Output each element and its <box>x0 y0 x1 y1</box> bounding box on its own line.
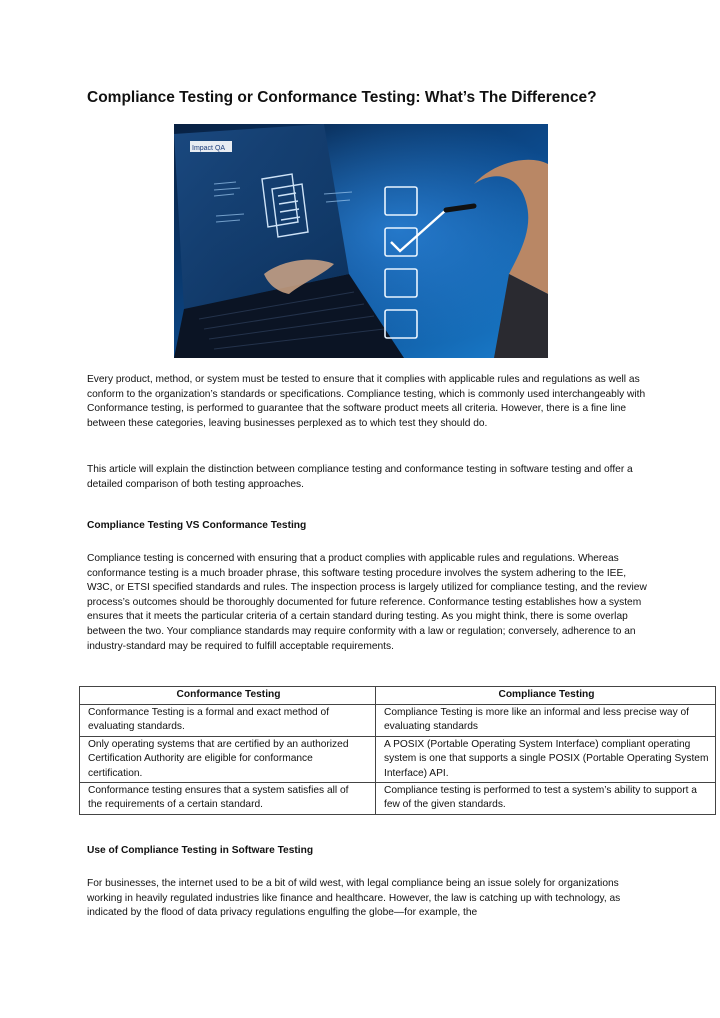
article-title: Compliance Testing or Conformance Testing: What’s The Difference? <box>87 89 597 106</box>
overview-paragraph: This article will explain the distinction between compliance testing and conformance testing in software testing and offer a detailed comparison of both testing approaches. <box>87 464 633 490</box>
table-header-row <box>80 687 716 705</box>
table-header-conformance: Conformance Testing <box>80 687 376 705</box>
table-cell: Conformance Testing is a formal and exact method of evaluating standards. <box>80 705 376 737</box>
table-row <box>80 705 716 737</box>
laptop-checklist-illustration <box>174 124 548 358</box>
table-header-compliance: Compliance Testing <box>376 687 716 705</box>
section-heading-use-of-compliance-testing: Use of Compliance Testing in Software Testing <box>87 845 314 856</box>
section-heading-compliance-vs-conformance: Compliance Testing VS Conformance Testing <box>87 520 307 531</box>
intro-paragraph: Every product, method, or system must be tested to ensure that it complies with applicable rules and regulations as well as conform to the organization’s standards or specifications. Compliance testing, which is commonly used interchangeably with Conformance testing, is performed to guarantee that the software product meets all criteria. However, there is a fine line between these categories, leaving businesses perplexed as to which test they should do. <box>87 374 646 429</box>
section-paragraph-compliance-vs-conformance: Compliance testing is concerned with ensuring that a product complies with applicable rules and regulations. Whereas conformance testing is a much broader phrase, this software testing procedure involves the system adhering to the IEE, W3C, or ETSI specified standards and rules. The inspection process is largely utilized for compliance testing, and the review process’s outcomes should be thoroughly documented for future reference. Conformance testing establishes how a system ensures that it meets the particular criteria of a certain standard during testing. As you might think, there is some overlap between the two. Your compliance standards may require conformity with a law or regulation; conversely, adherence to an industry-standard may be required to fulfill acceptable requirements. <box>87 553 647 652</box>
table-cell: Conformance testing ensures that a system satisfies all of the requirements of a certain standard. <box>80 783 376 815</box>
table-row <box>80 736 716 782</box>
section-paragraph-use-of-compliance-testing: For businesses, the internet used to be a bit of wild west, with legal compliance being an issue solely for organizations working in heavily regulated industries like finance and healthcare. However, the law is catching up with technology, as indicated by the flood of data privacy regulations engulfing the globe—for example, the <box>87 878 621 919</box>
impactqa-logo: Impact QA <box>192 145 226 152</box>
table-cell: Compliance Testing is more like an informal and less precise way of evaluating standards <box>376 705 716 737</box>
hero-image <box>174 124 548 358</box>
table-cell: Only operating systems that are certified by an authorized Certification Authority are eligible for conformance certification. <box>80 736 376 782</box>
comparison-table <box>79 686 716 815</box>
table-cell: A POSIX (Portable Operating System Interface) compliant operating system is one that supports a single POSIX (Portable Operating System Interface) API. <box>376 736 716 782</box>
table-row <box>80 783 716 815</box>
table-cell: Compliance testing is performed to test a system’s ability to support a few of the given standards. <box>376 783 716 815</box>
